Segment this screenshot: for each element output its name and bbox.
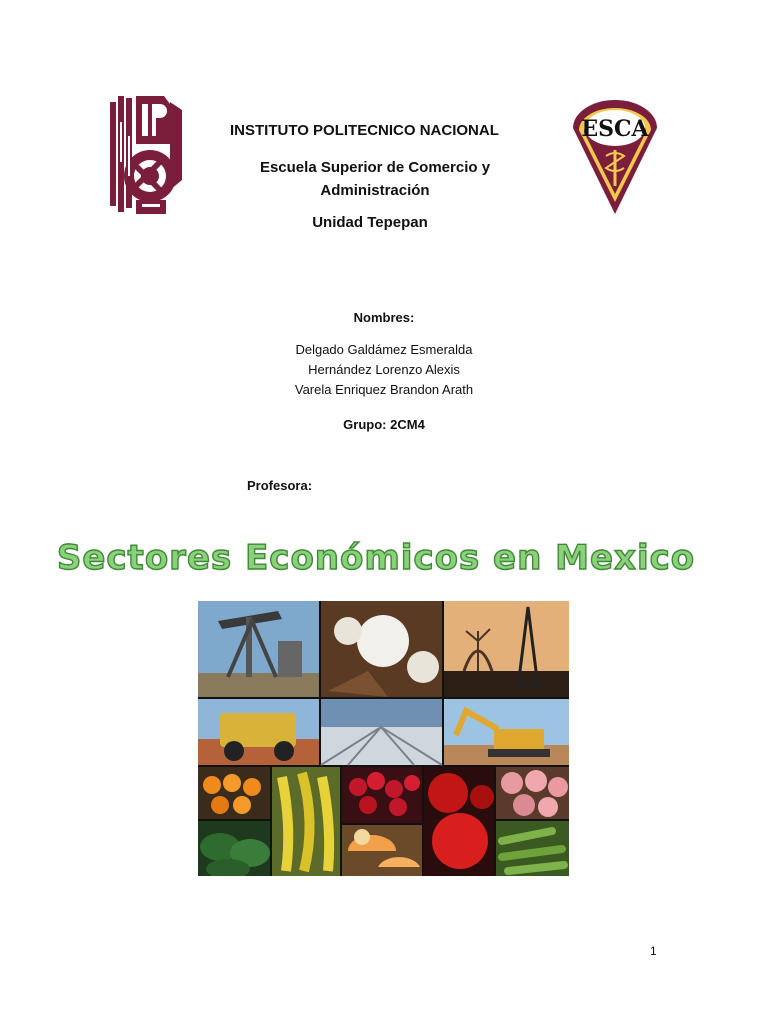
bananas-photo xyxy=(272,767,340,876)
school-name-line1: Escuela Superior de Comercio y xyxy=(259,159,491,176)
names-list xyxy=(234,340,534,400)
document-title: Sectores Económicos en Mexico xyxy=(56,538,696,578)
group-line xyxy=(234,417,534,432)
page-number: 1 xyxy=(650,944,657,958)
school-name xyxy=(230,156,520,202)
school-name-line2: Administración xyxy=(320,182,430,199)
oranges-photo xyxy=(198,767,270,819)
drilling-rig-sunset-photo xyxy=(444,601,569,697)
esca-logo-icon xyxy=(570,98,660,216)
raspberries-photo xyxy=(342,767,422,823)
professor-label: Profesora: xyxy=(247,478,313,493)
construction-machine-photo xyxy=(198,699,319,765)
name-item: Varela Enriquez Brandon Arath xyxy=(294,382,474,397)
oil-pumpjack-photo xyxy=(198,601,319,697)
greenhouse-field-photo xyxy=(321,699,442,765)
ipn-logo-icon xyxy=(106,92,188,218)
economic-sectors-collage xyxy=(198,601,569,876)
svg-text:ESCA: ESCA xyxy=(581,116,649,142)
apples-photo xyxy=(424,767,494,876)
okra-photo xyxy=(496,821,569,876)
names-label: Nombres: xyxy=(353,310,415,325)
name-item: Hernández Lorenzo Alexis xyxy=(308,362,460,377)
group-label: Grupo: xyxy=(343,417,387,432)
cotton-photo xyxy=(321,601,442,697)
pink-fruit-photo xyxy=(496,767,569,819)
institution-name: INSTITUTO POLITECNICO NACIONAL xyxy=(230,122,499,139)
watermelons-photo xyxy=(198,821,270,876)
group-value: 2CM4 xyxy=(390,417,425,432)
name-item: Delgado Galdámez Esmeralda xyxy=(295,342,473,357)
melon-slices-photo xyxy=(342,825,422,876)
excavator-photo xyxy=(444,699,569,765)
unit-name: Unidad Tepepan xyxy=(312,214,428,231)
